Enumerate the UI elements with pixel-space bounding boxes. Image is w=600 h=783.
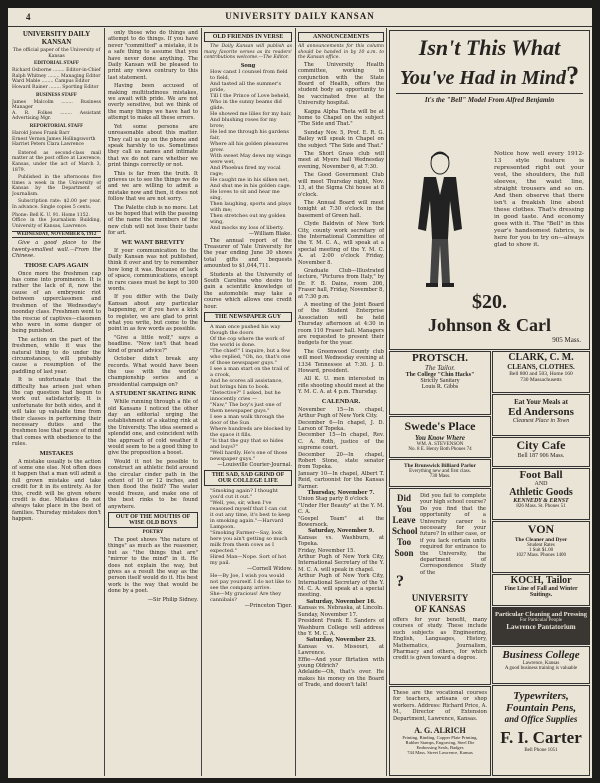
ad-line: Particular Cleaning and Pressing	[494, 611, 588, 618]
poem-line: And mocks my loss of liberty.	[210, 225, 284, 232]
ad-name: Swede's Place	[404, 419, 476, 433]
announcement-item: All K. U. men interested in rifle shooting should meet at the Y. M. C. A. at 4 p.m. Thursday.	[298, 376, 384, 396]
ad-line: 730 Massachusetts	[520, 377, 562, 383]
poem-line: "Detective?" I asked, but he innocently cries —	[210, 390, 281, 403]
paragraph: If you differ with the Daily Kansan about any particular happening, or if you have a kick to register, we are glad to print what you write, but come to the point in as few words as possible.	[108, 294, 198, 333]
ad-line: The College "Chin Hacks"	[405, 372, 475, 378]
paragraph: The poet shows "the nature of things" as much as the reasoner, but as "the things that are" "mirror to the mind" in it. He does not explain the way, but gives as a result the way as the person itself would do it. His best work is the way that would be done by a poet.	[108, 537, 198, 595]
paragraph: It is unfortunate that the difficulty has arisen just when the cap question had begun to work out satisfactorily. It is unfortunate for both sides, and it will take up valuable time from their classes in performing their necessary duties and the freshmen lose that peace of mind that comes with obedience to the rules.	[12, 377, 101, 448]
ad-line: 744 Mass. Street Lawrence, Kansas	[407, 750, 473, 756]
joke-line: She—My gracious! Are they cannibals?	[210, 590, 282, 603]
poem-line: Then laughing, sports and plays with me;	[210, 201, 292, 214]
calendar-item: Union Stag party 8 o'clock	[298, 496, 368, 503]
calendar-day: Saturday, November 9.	[307, 528, 374, 535]
poem-song	[204, 69, 292, 231]
ad-headline: You've Had in Mind	[399, 67, 567, 89]
ad-line: 1027 Mass. Phones 1400	[515, 553, 566, 558]
poem-line: He showed me lilies for my hair,	[210, 111, 292, 118]
ad-carter	[492, 685, 590, 776]
ad-name: OF KANSAS	[414, 604, 466, 614]
ad-line: 826 Mass. St. Phones 51	[516, 504, 566, 509]
official-line: The official paper of the University of Kansas	[12, 48, 101, 59]
calendar-item: President Frank E. Sanders of Washburn College will address the Y. M. C. A.	[298, 618, 384, 637]
staff-line: Howard Rainer ........ Sporting Editor	[12, 84, 99, 90]
ad-line: Fountain Pens,	[505, 702, 577, 714]
ad-kennedy-ernst	[492, 468, 590, 520]
paragraph: The action on the part of the freshmen, while it was the natural thing to do under the circumstances, will probably cause a resumption of the paddling of last year.	[12, 336, 101, 375]
paragraph: Would it not be possible to construct an athletic field around the circular cinder path in the extent of 10 or 12 inches, and then flood the field? The water would freeze, and make one of the best rinks to be found anywhere.	[108, 458, 198, 510]
ad-line: Bell 800 and 503, Home 160	[509, 371, 573, 377]
poem-line: Of the cop where the work of the world is done.	[210, 336, 285, 349]
ad-name: PROTSCH.	[412, 352, 468, 364]
paragraph: The Palette club is no more. Let us be hoped that with the passing of the name the members of the new club will not lose their taste for art.	[108, 204, 198, 237]
page-number: 4	[26, 12, 31, 22]
poem-line: Where all his golden pleasures grow.	[210, 141, 289, 154]
issue-date: WEDNESDAY, NOVEMBER 6, 1912	[12, 231, 101, 238]
masthead-title: UNIVERSITY DAILY KANSAN	[225, 11, 375, 21]
column-rule	[386, 28, 387, 776]
announcement-item: Graduate Club—Illustrated lecture, "Pictures from Italy," by Dr. F. B. Dains, room 206, Fraser hall, Friday, November 8, at 7:30 p.m.	[298, 267, 384, 300]
business-heading: BUSINESS STAFF	[36, 92, 77, 98]
masthead	[8, 8, 592, 27]
announcement-item: The Greenwood County club will meet Wednesday evening at 1334 Tennessee at 7:30. J. D. Howard, president.	[298, 348, 384, 375]
ad-headline: Isn't This What	[418, 35, 561, 60]
paragraph: October didn't break any records. What would have been the use with the worlds' championship series and a presidential campaign on?	[108, 356, 198, 388]
ad-price: $20.	[472, 291, 507, 313]
ad-name: Business College	[502, 649, 580, 661]
jokes-block	[204, 488, 292, 566]
announcement-item: The Short Grass club will meet at Myers hall Wednesday evening, November 6, at 7:30.	[298, 151, 384, 170]
business-line: James Malcolm ........ Business Manager	[12, 99, 101, 111]
jokes-block	[204, 573, 292, 603]
ad-body: offers for your benefit, many courses of study. These include such subjects as Engineering, English, Languages, History, Mathematics, Journalism, Pharmacy and others, for which credit is given toward a degree.	[393, 617, 487, 662]
ad-body: Notice how well every 1912-13 style feature is represented right out your vest, the shoulders, the full sleeves, the waist line, straight trousers and so on. And then observe that there isn't a freakish line about these clothes. That's dressing in good taste. And economy goes with it. The "Bell" in this year's handsomest fabrics, is here for you to try on—always glad to show it.	[494, 151, 584, 248]
ad-name: City Cafe	[516, 438, 566, 452]
poem-line: With sweet May dews my wings were wet,	[210, 153, 291, 166]
ad-line: Louis R. Gibbs	[421, 384, 459, 390]
ad-protsch	[389, 351, 491, 415]
poem-line: "Is that the guy that so hides and buys?"	[210, 438, 284, 451]
column-rule	[201, 28, 202, 776]
ad-line: Everything new and first class.	[409, 469, 471, 474]
announcement-item: The Annual Board will meet tonight at 7:30 o'clock in the basement of Green hall.	[298, 199, 384, 219]
ad-line: For Particular People	[519, 618, 563, 623]
poem-line: "The chief!" I inquire, but a few who replied, "Oh, no, that's one of those newspaper guys."	[210, 348, 291, 367]
ad-name: CLARK, C. M.	[508, 352, 574, 363]
calendar-item: Kansas vs. Missouri, at Lawrence.	[298, 643, 384, 657]
ad-name: A. G. ALRICH	[414, 726, 466, 736]
headline-skating: A STUDENT SKATING RINK	[109, 390, 197, 398]
ad-line: Typewriters,	[513, 690, 569, 702]
paragraph: Having been accused of making multitudinous mistakes, we await with pride. We are not overly sensitive, but we think of the many things we have had to attempt to make all these errors.	[108, 83, 198, 122]
joke-line: "Smoking again? I thought you'd cut it out."	[210, 488, 278, 501]
ad-correspondence-study	[389, 488, 491, 685]
calendar-list	[298, 496, 384, 528]
ad-clark	[492, 351, 590, 393]
joke-line: "Well, yes, sir, when I've reasoned myself that I can cut it out any time, it's best to keep in smoking again."—Harvard Lampoon.	[210, 500, 291, 531]
headline-brevity: WE WANT BREVITY	[121, 238, 185, 246]
subscription-notice: Subscription rate: $2.00 per year. In advance. Single copies 5 cents.	[12, 199, 101, 211]
poem-line: How canst I counsel from field to field,	[210, 69, 288, 82]
question-mark: ?	[396, 573, 404, 590]
reportorial-heading: REPORTORIAL STAFF	[29, 123, 84, 129]
headline-newspaper-guy: THE NEWSPAPER GUY	[204, 312, 292, 322]
ad-line: Bell Phone 1051	[524, 748, 558, 753]
ad-line: Lawrence, Kansas	[522, 661, 560, 666]
headline-sad-grind: THE SAD, SAD GRIND OF OUR COLLEGE LIFE	[204, 470, 292, 486]
ad-line: CLEANS, CLOTHES.	[507, 363, 575, 371]
business-line: A. R. Folkes ........ Assistant Advertising Mgr.	[12, 110, 101, 122]
ad-line: A good business training is valuable	[504, 666, 578, 671]
ad-line: 1 Suit $1.00	[528, 548, 554, 553]
column-announcements	[298, 30, 384, 776]
announcements-intro: All announcements for this column should be handed in by 10 a.m. to the Kansan office.	[298, 44, 384, 61]
newspaper-page	[8, 8, 592, 778]
calendar-list	[298, 605, 384, 637]
staff-heading: EDITORIAL STAFF	[34, 61, 79, 67]
paragraph: A mistake usually is the action of some one else. Not often does it happen that a man will admit a full grown mistake and take credit for it in its entirety. As for this, credit will be given where credit is due. Mistakes do not always take place in the best of families. Thursday mistakes don't happen.	[12, 458, 101, 523]
paragraph: While running through a file of old Kansans I noticed the other day an editorial urging the establishment of a skating rink at the University. The idea seemed a splendid one, and coincident with the approach of cold weather it would seem to be a good thing to give the proposition a boost.	[108, 399, 198, 457]
ad-body: Did you fail to complete your high school course? Do you find that the opportunity of a University career is necessary for your future? In either case, or if you lack certain units required for entrance to the University, the department of Correspondence Study of the	[420, 493, 486, 576]
poem-line: I see a man start on the trail of a crook,	[210, 366, 289, 379]
announcement-item: Sunday Nov. 5, Prof. E. R. G. Bailey will speak in Chapel on the subject "The Side and That."	[298, 129, 384, 149]
credit: —Louisville Courier-Journal.	[217, 462, 292, 469]
ad-line: Student Rates	[527, 543, 555, 548]
ad-line: The Cleaner and Dyer	[514, 537, 568, 543]
ad-koch-tailor	[492, 574, 590, 606]
calendar-day: Saturday, November 16.	[306, 598, 376, 605]
ad-line: Foot Ball	[519, 469, 563, 481]
ad-subline: It's the "Bell" Model From Alfred Benjamin	[396, 93, 583, 104]
column-rule	[104, 28, 105, 776]
poem-line: And tasted all the summer's pride,	[210, 81, 282, 94]
poem-line: He led me through his gardens fair,	[210, 129, 289, 142]
poem-line: Who in the sunny beams did glide.	[210, 99, 282, 112]
ad-name: F. I. Carter	[500, 728, 582, 747]
calendar-item: Friday, November 15.	[298, 547, 356, 554]
headline-mouths: OUT OF THE MOUTHS OF WISE OLD BOYS	[108, 512, 198, 528]
joke-line: He—By Joe, I wish you would not pay yourself. I do not like to see the company arrive.	[210, 572, 291, 591]
ad-line: Cleanest Place in Town	[512, 418, 570, 424]
announcement-item: A meeting of the Joint Board of the Student Enterprise Association will be held Thursday afternoon at 4:30 in room 110 Fraser hall. Managers are requested to present their budgets for the year.	[298, 302, 384, 347]
ad-name: KOCH, Tailor	[510, 575, 572, 586]
ad-line: Fine Line of Fall and Winter Suitings.	[504, 586, 578, 598]
paragraph: Yet some persons are unreasonable about this matter. They call us up on the phone and speak harshly to us. Sometimes they call us names and intimate that we do not care whether we print things correctly or not.	[108, 123, 198, 169]
ad-extension	[389, 686, 491, 776]
credit: —Sir Philip Sidney.	[147, 596, 198, 603]
reporter-line: Ernest Vernon James Hollingsworth	[12, 136, 96, 142]
office-notice: Office in the Journalism Building, University of Kansas, Lawrence.	[12, 218, 101, 229]
paragraph: only those who do things and attempt to do things. If you have never "committed" a mistake, it is a safe thing to assume that you have never done anything. The Daily Kansan will be pleased to print any views contrary to this last statement.	[108, 30, 198, 81]
poetry-heading: POETRY	[142, 530, 164, 536]
paragraph: This is far from the truth. It grieves us to see the things we do and we are willing to admit a mistake now and then, it does not follow that we are not sorry.	[108, 170, 198, 203]
ad-side-heading: Did You Leave School Too Soon	[392, 493, 418, 558]
column-verse	[204, 30, 292, 776]
calendar-item: November 15—In chapel, Arthur Pugh of New York City.	[298, 406, 384, 420]
column-editorial-masthead	[12, 30, 101, 776]
calendar-item: Arthur Pugh of New York City, International Secretary of the Y. M. C. A. will speak at a special meeting.	[298, 573, 384, 599]
joke-line: "Smoking Farmer—Say, look here you ain't getting so much milk from them cows as I expected."	[210, 530, 288, 555]
ad-business-college	[492, 646, 590, 684]
headline-those-caps: THOSE CAPS AGAIN	[24, 261, 89, 269]
calendar-item: "Gospel Team" at the Bowersock.	[298, 515, 384, 528]
headline-old-friends: OLD FRIENDS IN VERSE	[204, 32, 292, 42]
ad-firm: Johnson & Carl	[427, 315, 552, 335]
calendar-item: Adelaide—Oh, that's over. He makes his money on the Board of Trade, and doesn't talk!	[298, 669, 384, 689]
paragraph: Students at the University of South Carolina who desire to gain a scientific knowledge of the automobile may take a course which allows one credit hour.	[204, 271, 292, 310]
staff-line: Ralph Whitney ........ Managing Editor	[12, 73, 101, 79]
ad-line: Rubber Stamps, Engraving, Steel Die	[405, 740, 475, 746]
phone-notice: Phone: Bell K. U. 91. Home 1152.	[12, 212, 90, 218]
credit: —Cornell Widow.	[247, 566, 292, 573]
calendar-item: Arthur Pugh of New York City, International Secretary of the Y. M. C. A. will speak in chapel.	[298, 554, 384, 573]
announcement-item: The University Health committee, working in conjunction with the State Board of Health, offers the student body an opportunity to be vaccinated free at the University hospital.	[298, 61, 384, 107]
announcement-item: The Good Government Club will meet Thursday night, Nov. 13, at the Sigma Chi house at 8 o'clock.	[298, 172, 384, 198]
ad-line: You Know Where	[414, 434, 466, 442]
calendar-day: Thursday, November 7.	[307, 489, 375, 496]
ad-brunswick	[389, 459, 491, 487]
ad-line: 730 Mass.	[429, 474, 451, 479]
calendar-item: December 6—In chapel, J. D. Larson of Topeka.	[298, 419, 384, 432]
announcement-item: Kappa Alpha Theta will be at home to Chapel on the subject "The Side and That."	[298, 108, 384, 128]
poem-line: He caught me in his silken net,	[210, 177, 289, 184]
poem-line: I see a man walk through the door of the Sun	[210, 414, 285, 427]
ad-city-cafe	[492, 437, 590, 467]
calendar-item: December 20—In chapel, Robert Stone, state senator from Topeka.	[298, 451, 384, 471]
calendar-item: Kansas vs. Nebraska, at Lincoln.	[298, 605, 384, 612]
calendar-item: Sunday, November 17.	[298, 611, 358, 618]
calendar-item: "Under Her Beauty" at the Y. M. C. A.	[298, 502, 384, 516]
headline-announcements: ANNOUNCEMENTS	[298, 32, 384, 42]
calendar-day: Saturday, November 23.	[306, 637, 376, 644]
calendar-item: Kansas vs. Washburn, at Topeka.	[298, 534, 384, 548]
poem-line: And blushing roses for my brow;	[210, 117, 277, 130]
paragraph: "Give a little wolf," says a headline. "Now isn't that head kind of grand advice?"	[108, 334, 198, 354]
announcement-list	[298, 62, 384, 396]
man-in-suit-illustration	[398, 149, 488, 289]
paper-name: UNIVERSITY DAILY KANSAN	[22, 30, 91, 46]
credit: —Princeton Tiger.	[244, 602, 292, 609]
poem-line: "Naw," The boy's just one of them newspaper guys."	[210, 402, 282, 415]
poem-line: And he scores all assistance, but brings him to book.	[210, 378, 283, 391]
calendar-list	[298, 407, 384, 490]
calendar-item: Effie—And your flirtation with young Oldrich?	[298, 656, 384, 669]
calendar-item: January 10—In chapel, Albert T. Reid, cartoonist for the Kansas Farmer.	[298, 470, 384, 490]
paragraph: If your communication to the Daily Kansan was not published, think it over and try to remember how long it was. Because of lack of space, communications, except in rare cases must be kept to 300 words.	[108, 247, 198, 293]
column-rule	[295, 28, 296, 776]
headline-calendar: CALENDAR.	[321, 397, 361, 405]
ad-ed-andersons	[492, 394, 590, 436]
ad-line: Strictly Sanitary	[420, 378, 460, 384]
poem-line: "Well hardly. He's one of those newspaper guys."	[210, 450, 288, 463]
ad-body: These are the vocational courses for teachers, artisans or shop workers. Address: Richard Price, A. M., Director of Extension Department, Lawrence, Kansas.	[393, 690, 488, 722]
staff-line: Richard Osborne ........ Editor-in-Chief	[12, 68, 101, 74]
poem-line: A man once pushed his way though the doors	[210, 324, 281, 337]
ad-line: Eat Your Meals at	[514, 398, 568, 406]
column-editorials	[108, 30, 198, 776]
ad-line: Bell 187 906 Mass.	[517, 453, 565, 459]
poem-line: Where hundreds are blocked by the space it fills.	[210, 426, 292, 439]
reporter-line: Harriet Peters Clara Lawrence	[12, 142, 84, 148]
ad-line: Printing, Binding, Copper Plate Printing,	[402, 735, 478, 741]
ad-swedes-place	[389, 416, 491, 458]
announcement-item: Clyde Baldwin of New York City, county work secretary of the International Committee of the Y. M. C. A., will speak at a special meeting of the Y. M. C. A. at 2:00 o'clock Friday, November 8.	[298, 221, 384, 266]
ad-sub: The Tailor.	[424, 364, 456, 372]
ad-name: Lawrence Pantatorium	[506, 623, 576, 631]
ad-johnson-carl	[389, 30, 590, 350]
poem-newspaper-guy	[204, 324, 292, 462]
poem-line: Then stretches out my golden wing,	[210, 213, 286, 226]
ad-von-cleaner	[492, 521, 590, 573]
ad-name: UNIVERSITY	[411, 593, 469, 603]
poem-line: Till I the Prince of Love beheld,	[210, 93, 290, 100]
paragraph: The annual report of the Treasurer of Yale University for the year ending June 30 shows total gifts and bequests amounted to $1,044,711.	[204, 237, 292, 270]
ad-name: Ed Andersons	[508, 406, 574, 418]
ad-line: and Office Supplies	[504, 714, 578, 724]
friends-intro: The Daily Kansan will publish as many favorite verses as its readers' contributions welcome.—The Editor.	[204, 44, 292, 61]
question-mark: ?	[566, 61, 580, 90]
ad-name: KENNEDY & ERNST	[513, 498, 569, 504]
credit: —William Blake.	[248, 231, 292, 238]
ad-line: AND	[534, 481, 548, 487]
calendar-list	[298, 644, 384, 689]
poem-title: Song	[240, 62, 256, 69]
poem-line: And Phoebus fired my vocal rage;	[210, 165, 281, 178]
calendar-list	[298, 535, 384, 599]
ad-line: WM. A. STEVENSON	[416, 442, 464, 447]
entered-notice: Entered as second-class mail matter at the post office at Lawrence, Kansas, under the act of March 3, 1879.	[12, 150, 101, 173]
staff-line: Ward Mable ........ Campus Editor	[12, 79, 90, 85]
headline-mistakes: MISTAKES	[39, 449, 74, 457]
ad-name: VON	[527, 522, 555, 536]
ad-line: Athletic Goods	[509, 487, 573, 498]
ad-pantatorium	[492, 607, 590, 645]
reporter-line: Harold Jones Frank Barr	[12, 130, 70, 136]
ad-name: The Brunswick Billiard Parlor	[404, 463, 476, 469]
ad-line: No. 8 E. Henry Both Phones 74	[408, 447, 472, 452]
calendar-item: December 15—In chapel, Rev. C. A. Roth, justice of the supreme court.	[298, 432, 384, 452]
published-notice: Published in the afternoons five times a week in the University of Kansas by the Department of Journalism.	[12, 175, 101, 197]
poem-line: He loves to sit and hear me sing,	[210, 189, 280, 202]
paragraph: Once more the freshmen cap has come into prominence. It is rather the lack of it, now the cause of an embryonic riot between upperclassmen and freshmen of the Wednesday's noonday class. Freshmen went to the rescue of captives—classmen who were in some danger of being punished.	[12, 270, 101, 335]
poem-line: And shut me in his golden cage.	[210, 183, 292, 190]
joke-line: Hired Man—Nope. Sort of hot my pail.	[210, 554, 287, 567]
ad-line: Embossing Seals, Badges	[416, 745, 464, 751]
ad-address: 905 Mass.	[552, 336, 581, 344]
quote: Give a good place to the twenty-smallest wall.—From the Chinese.	[12, 240, 101, 260]
